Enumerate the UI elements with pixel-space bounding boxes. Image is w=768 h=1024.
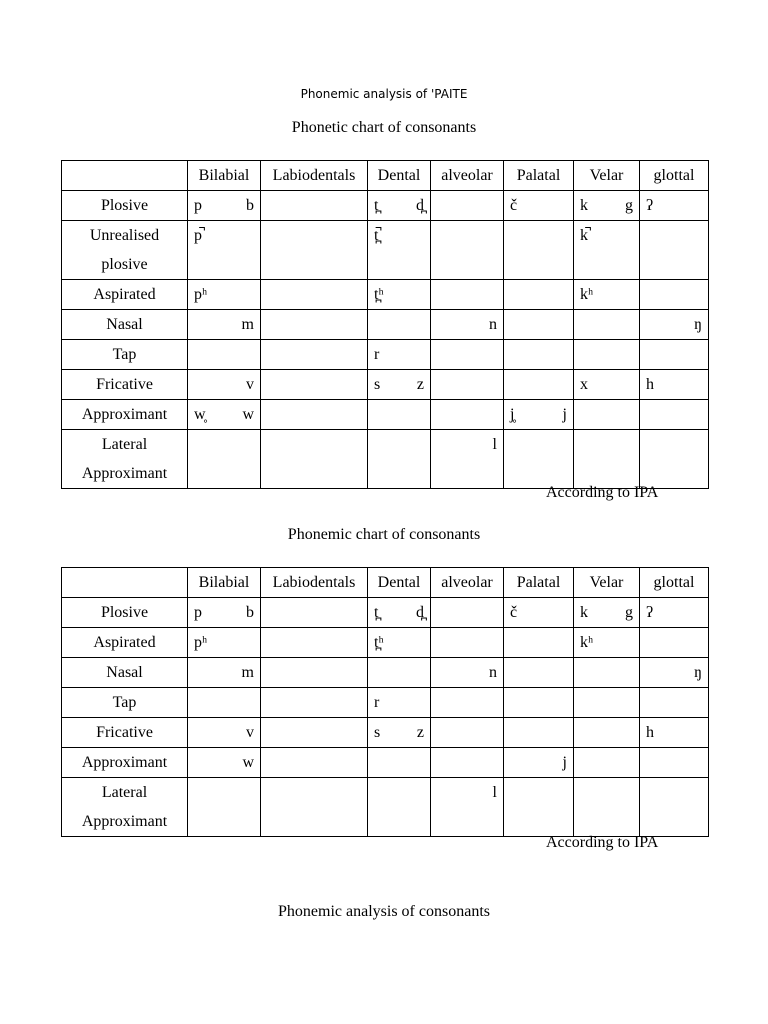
table-cell — [504, 628, 574, 658]
row-header: Tap — [62, 688, 188, 718]
row-header: Fricative — [62, 370, 188, 400]
phonemic-chart-title: Phonemic chart of consonants — [287, 526, 481, 543]
phonemic-chart-footnote: According to IPA — [546, 834, 659, 851]
table-cell — [188, 280, 261, 310]
table-cell — [640, 370, 709, 400]
column-header-labiodentals: Labiodentals — [261, 161, 368, 191]
table-cell — [640, 598, 709, 628]
phoneme-symbol: w — [242, 406, 254, 423]
phonetic-chart-footnote: According to IPA — [546, 484, 659, 501]
phoneme-symbol: p̚ — [194, 227, 202, 244]
header-row — [62, 568, 709, 598]
column-header-glottal: glottal — [640, 161, 709, 191]
table-cell — [261, 310, 368, 340]
column-header-palatal: Palatal — [504, 161, 574, 191]
phoneme-symbol: w̥ — [194, 406, 206, 423]
table-cell — [574, 370, 640, 400]
phoneme-symbol: r — [374, 346, 380, 363]
column-header-labiodentals: Labiodentals — [261, 568, 368, 598]
column-header-palatal: Palatal — [504, 568, 574, 598]
phoneme-symbol: t̪ʰ — [374, 286, 384, 303]
row-header: Plosive — [62, 598, 188, 628]
phoneme-symbol: č — [510, 197, 518, 214]
table-cell — [368, 658, 431, 688]
phoneme-symbol: h — [646, 724, 654, 741]
table-cell — [188, 221, 261, 280]
table-cell — [188, 688, 261, 718]
table-cell — [640, 340, 709, 370]
table-cell — [431, 340, 504, 370]
table-cell — [368, 718, 431, 748]
phoneme-symbol: m — [241, 664, 254, 681]
table-cell — [431, 221, 504, 280]
phoneme-symbol: s — [374, 376, 381, 393]
phoneme-symbol: t̪ — [374, 197, 379, 214]
phoneme-symbol: l — [492, 784, 497, 801]
row-header: Plosive — [62, 191, 188, 221]
phoneme-symbol: v — [246, 724, 254, 741]
table-cell — [188, 778, 261, 837]
table-cell — [368, 688, 431, 718]
phoneme-symbol: j — [562, 754, 567, 771]
table-cell — [368, 340, 431, 370]
table-cell — [574, 628, 640, 658]
table-cell — [261, 718, 368, 748]
table-cell — [431, 280, 504, 310]
table-cell — [368, 280, 431, 310]
column-header-velar: Velar — [574, 161, 640, 191]
column-header-alveolar: alveolar — [431, 568, 504, 598]
table-cell — [368, 191, 431, 221]
table-cell — [431, 598, 504, 628]
table-cell — [574, 191, 640, 221]
table-cell — [368, 628, 431, 658]
phoneme-symbol: m — [241, 316, 254, 333]
phoneme-symbol: pʰ — [194, 634, 208, 651]
phoneme-symbol: z — [416, 376, 424, 393]
table-cell — [188, 310, 261, 340]
table-cell — [188, 658, 261, 688]
document-header: Phonemic analysis of 'PAITE — [300, 87, 468, 101]
phoneme-symbol: n — [489, 664, 497, 681]
table-cell — [574, 430, 640, 489]
phonetic-consonant-table — [61, 160, 709, 489]
phoneme-symbol: t̪ — [374, 604, 379, 621]
table-cell — [504, 340, 574, 370]
table-cell — [504, 778, 574, 837]
table-cell — [504, 280, 574, 310]
table-cell — [431, 748, 504, 778]
table-cell — [574, 748, 640, 778]
phoneme-symbol: w — [242, 754, 254, 771]
corner-header-cell — [62, 161, 188, 191]
column-header-velar: Velar — [574, 568, 640, 598]
phoneme-symbol: n — [489, 316, 497, 333]
table-cell — [504, 370, 574, 400]
row-header: Approximant — [62, 748, 188, 778]
phoneme-symbol: p — [194, 604, 202, 621]
row-header: Aspirated — [62, 628, 188, 658]
row-header: Approximant — [62, 400, 188, 430]
row-header: Lateral Approximant — [62, 430, 188, 489]
table-cell — [188, 191, 261, 221]
table-cell — [261, 370, 368, 400]
table-cell — [188, 340, 261, 370]
table-cell — [368, 221, 431, 280]
table-cell — [431, 718, 504, 748]
phoneme-symbol: z — [416, 724, 424, 741]
table-cell — [431, 191, 504, 221]
phoneme-symbol: h — [646, 376, 654, 393]
phoneme-symbol: ʔ — [646, 197, 654, 214]
column-header-bilabial: Bilabial — [188, 161, 261, 191]
table-row — [62, 748, 709, 778]
table-cell — [188, 598, 261, 628]
phoneme-symbol: k — [580, 197, 588, 214]
table-row — [62, 340, 709, 370]
table-cell — [574, 598, 640, 628]
table-cell — [431, 688, 504, 718]
phoneme-symbol: č — [510, 604, 518, 621]
table-cell — [188, 370, 261, 400]
phoneme-symbol: k̚ — [580, 227, 588, 244]
phoneme-symbol: j — [562, 406, 567, 423]
table-cell — [504, 658, 574, 688]
table-cell — [431, 778, 504, 837]
phoneme-symbol: ŋ — [694, 664, 702, 681]
table-cell — [640, 221, 709, 280]
table-cell — [261, 688, 368, 718]
column-header-dental: Dental — [368, 161, 431, 191]
table-cell — [261, 191, 368, 221]
table-cell — [640, 310, 709, 340]
table-cell — [431, 628, 504, 658]
table-cell — [504, 598, 574, 628]
table-cell — [574, 688, 640, 718]
phoneme-symbol: k — [580, 604, 588, 621]
table-row — [62, 191, 709, 221]
table-cell — [368, 430, 431, 489]
phoneme-symbol: l — [492, 436, 497, 453]
table-cell — [640, 430, 709, 489]
table-cell — [188, 628, 261, 658]
header-row — [62, 161, 709, 191]
table-cell — [574, 221, 640, 280]
phoneme-symbol: b — [246, 604, 254, 621]
table-cell — [261, 748, 368, 778]
phoneme-symbol: ŋ — [694, 316, 702, 333]
column-header-alveolar: alveolar — [431, 161, 504, 191]
table-cell — [574, 310, 640, 340]
table-row — [62, 598, 709, 628]
table-cell — [640, 628, 709, 658]
table-cell — [261, 280, 368, 310]
table-cell — [640, 718, 709, 748]
table-cell — [574, 658, 640, 688]
table-row — [62, 400, 709, 430]
row-header: Lateral Approximant — [62, 778, 188, 837]
phoneme-symbol: p — [194, 197, 202, 214]
table-cell — [261, 598, 368, 628]
table-row — [62, 221, 709, 280]
table-cell — [261, 221, 368, 280]
table-cell — [261, 658, 368, 688]
table-row — [62, 718, 709, 748]
table-row — [62, 628, 709, 658]
phoneme-symbol: s — [374, 724, 381, 741]
table-cell — [504, 221, 574, 280]
phoneme-symbol: kʰ — [580, 634, 594, 651]
corner-header-cell — [62, 568, 188, 598]
table-row — [62, 688, 709, 718]
phoneme-symbol: x — [580, 376, 588, 393]
table-cell — [431, 370, 504, 400]
table-cell — [504, 688, 574, 718]
column-header-bilabial: Bilabial — [188, 568, 261, 598]
table-cell — [640, 778, 709, 837]
row-header: Nasal — [62, 310, 188, 340]
table-row — [62, 370, 709, 400]
table-cell — [574, 340, 640, 370]
table-cell — [368, 778, 431, 837]
table-cell — [368, 748, 431, 778]
row-header: Fricative — [62, 718, 188, 748]
row-header: Tap — [62, 340, 188, 370]
table-cell — [261, 340, 368, 370]
table-cell — [431, 658, 504, 688]
table-cell — [640, 658, 709, 688]
phoneme-symbol: d̪ — [416, 604, 424, 621]
row-header: Aspirated — [62, 280, 188, 310]
table-row — [62, 430, 709, 489]
phoneme-symbol: t̪̚ — [374, 227, 379, 244]
phoneme-symbol: t̪ʰ — [374, 634, 384, 651]
table-cell — [368, 370, 431, 400]
table-cell — [504, 430, 574, 489]
table-cell — [640, 400, 709, 430]
table-row — [62, 778, 709, 837]
table-cell — [188, 430, 261, 489]
table-cell — [504, 718, 574, 748]
table-cell — [504, 191, 574, 221]
phoneme-symbol: b — [246, 197, 254, 214]
row-header: Nasal — [62, 658, 188, 688]
table-cell — [431, 430, 504, 489]
table-cell — [574, 718, 640, 748]
table-cell — [188, 748, 261, 778]
phoneme-symbol: pʰ — [194, 286, 208, 303]
phoneme-symbol: kʰ — [580, 286, 594, 303]
table-cell — [640, 191, 709, 221]
table-row — [62, 658, 709, 688]
section-heading: Phonemic analysis of consonants — [278, 903, 490, 920]
phoneme-symbol: g — [625, 197, 633, 214]
phonemic-consonant-table — [61, 567, 709, 837]
table-cell — [574, 280, 640, 310]
table-cell — [504, 748, 574, 778]
table-cell — [261, 778, 368, 837]
phonetic-chart-title: Phonetic chart of consonants — [291, 119, 477, 136]
table-cell — [504, 310, 574, 340]
row-header: Unrealised plosive — [62, 221, 188, 280]
table-cell — [188, 400, 261, 430]
table-cell — [574, 778, 640, 837]
table-row — [62, 280, 709, 310]
table-cell — [368, 598, 431, 628]
phoneme-symbol: v — [246, 376, 254, 393]
table-row — [62, 310, 709, 340]
table-cell — [431, 400, 504, 430]
table-cell — [640, 280, 709, 310]
table-cell — [261, 400, 368, 430]
phoneme-symbol: d̪ — [416, 197, 424, 214]
phoneme-symbol: g — [625, 604, 633, 621]
table-cell — [188, 718, 261, 748]
table-cell — [574, 400, 640, 430]
column-header-dental: Dental — [368, 568, 431, 598]
table-cell — [431, 310, 504, 340]
table-cell — [504, 400, 574, 430]
phoneme-symbol: r — [374, 694, 380, 711]
table-cell — [368, 310, 431, 340]
table-cell — [368, 400, 431, 430]
table-cell — [261, 430, 368, 489]
phoneme-symbol: j̥ — [510, 406, 515, 423]
table-cell — [640, 748, 709, 778]
table-cell — [640, 688, 709, 718]
phoneme-symbol: ʔ — [646, 604, 654, 621]
column-header-glottal: glottal — [640, 568, 709, 598]
table-cell — [261, 628, 368, 658]
